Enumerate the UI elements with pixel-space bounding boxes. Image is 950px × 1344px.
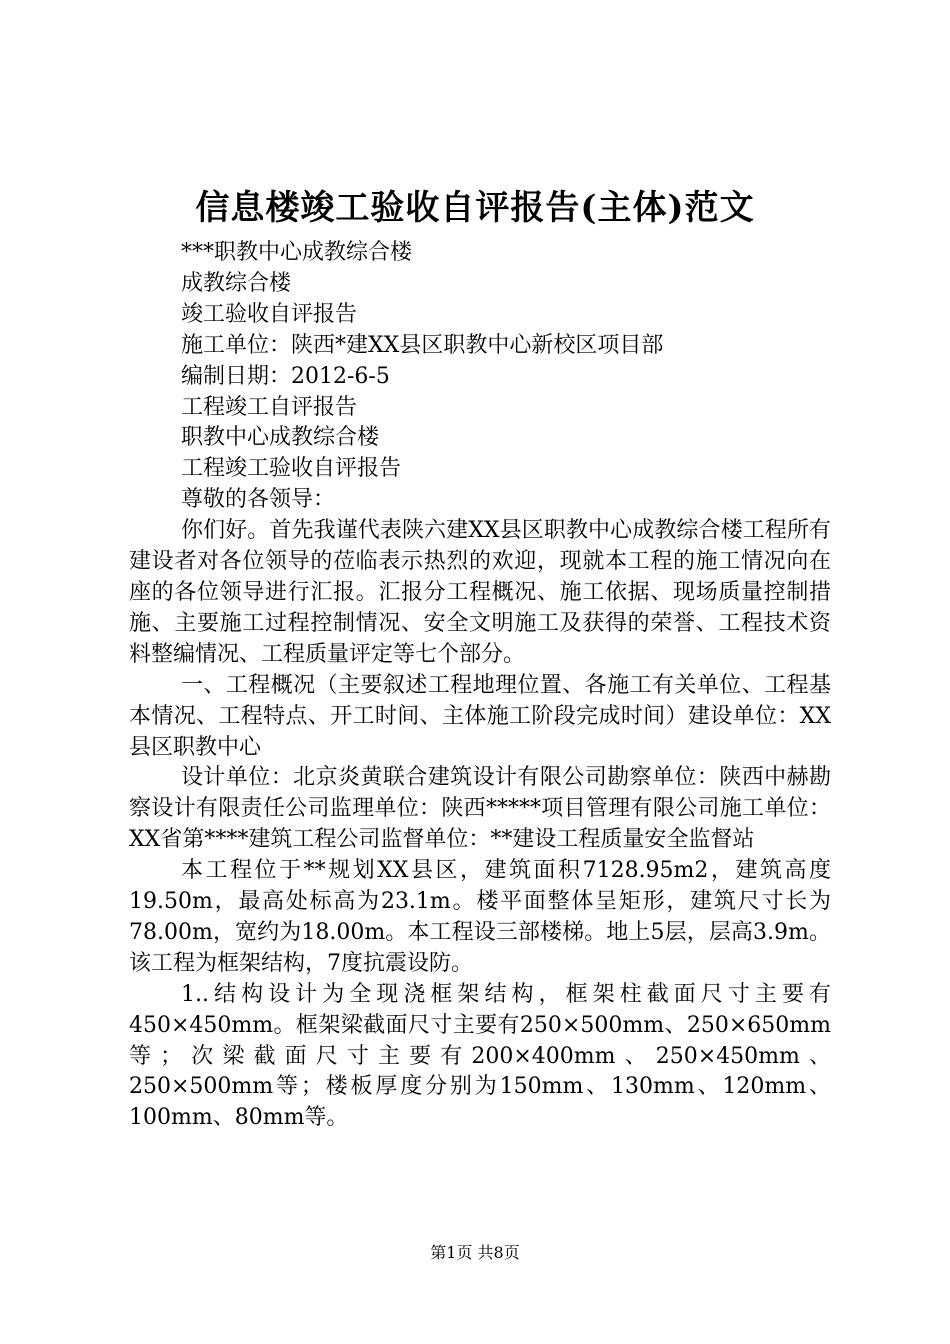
document-title: 信息楼竣工验收自评报告(主体)范文	[195, 188, 755, 228]
salutation: 尊敬的各领导：	[181, 487, 336, 513]
document-body	[129, 238, 831, 1134]
header-line-self-eval: 工程竣工自评报告	[181, 394, 358, 420]
header-line-date: 编制日期：2012-6-5	[181, 363, 390, 389]
paragraph-greeting: 你们好。首先我谨代表陕六建XX县区职教中心成教综合楼工程所有建设者对各位领导的莅临表示热烈的欢迎，现就本工程的施工情况向在座的各位领导进行汇报。汇报分工程概况、施工依据、现场质量控制措施、主要施工过程控制情况、安全文明施工及获得的荣誉、工程技术资料整编情况、工程质量评定等七个部分。	[129, 518, 831, 667]
paragraph-structure: 1..结构设计为全现浇框架结构，框架柱截面尺寸主要有450×450mm。框架梁截面尺寸主要有250×500mm、250×650mm等；次梁截面尺寸主要有200×400mm、250×450mm、250×500mm等；楼板厚度分别为150mm、130mm、120mm、100mm、80mm等。	[129, 981, 831, 1131]
header-line-center: 职教中心成教综合楼	[181, 425, 380, 451]
page-number: 第1页 共8页	[430, 1243, 520, 1262]
paragraph-location: 本工程位于**规划XX县区，建筑面积7128.95m2，建筑高度19.50m，最高处标高为23.1m。楼平面整体呈矩形，建筑尺寸长为78.00m，宽约为18.00m。本工程设三部楼梯。地上5层，层高3.9m。该工程为框架结构，7度抗震设防。	[129, 858, 831, 976]
header-line-acceptance: 工程竣工验收自评报告	[181, 456, 402, 482]
header-line-contractor: 施工单位：陕西*建XX县区职教中心新校区项目部	[181, 332, 664, 358]
header-line-report: 竣工验收自评报告	[181, 301, 358, 327]
paragraph-overview: 一、工程概况（主要叙述工程地理位置、各施工有关单位、工程基本情况、工程特点、开工时间、主体施工阶段完成时间）建设单位：XX县区职教中心	[129, 672, 831, 760]
paragraph-units: 设计单位：北京炎黄联合建筑设计有限公司勘察单位：陕西中赫勘察设计有限责任公司监理单位：陕西*****项目管理有限公司施工单位：XX省第****建筑工程公司监督单位：**建设工程质量安全监督站	[129, 765, 831, 853]
header-line-building: 成教综合楼	[181, 270, 292, 296]
header-line-project: ***职教中心成教综合楼	[181, 240, 413, 265]
